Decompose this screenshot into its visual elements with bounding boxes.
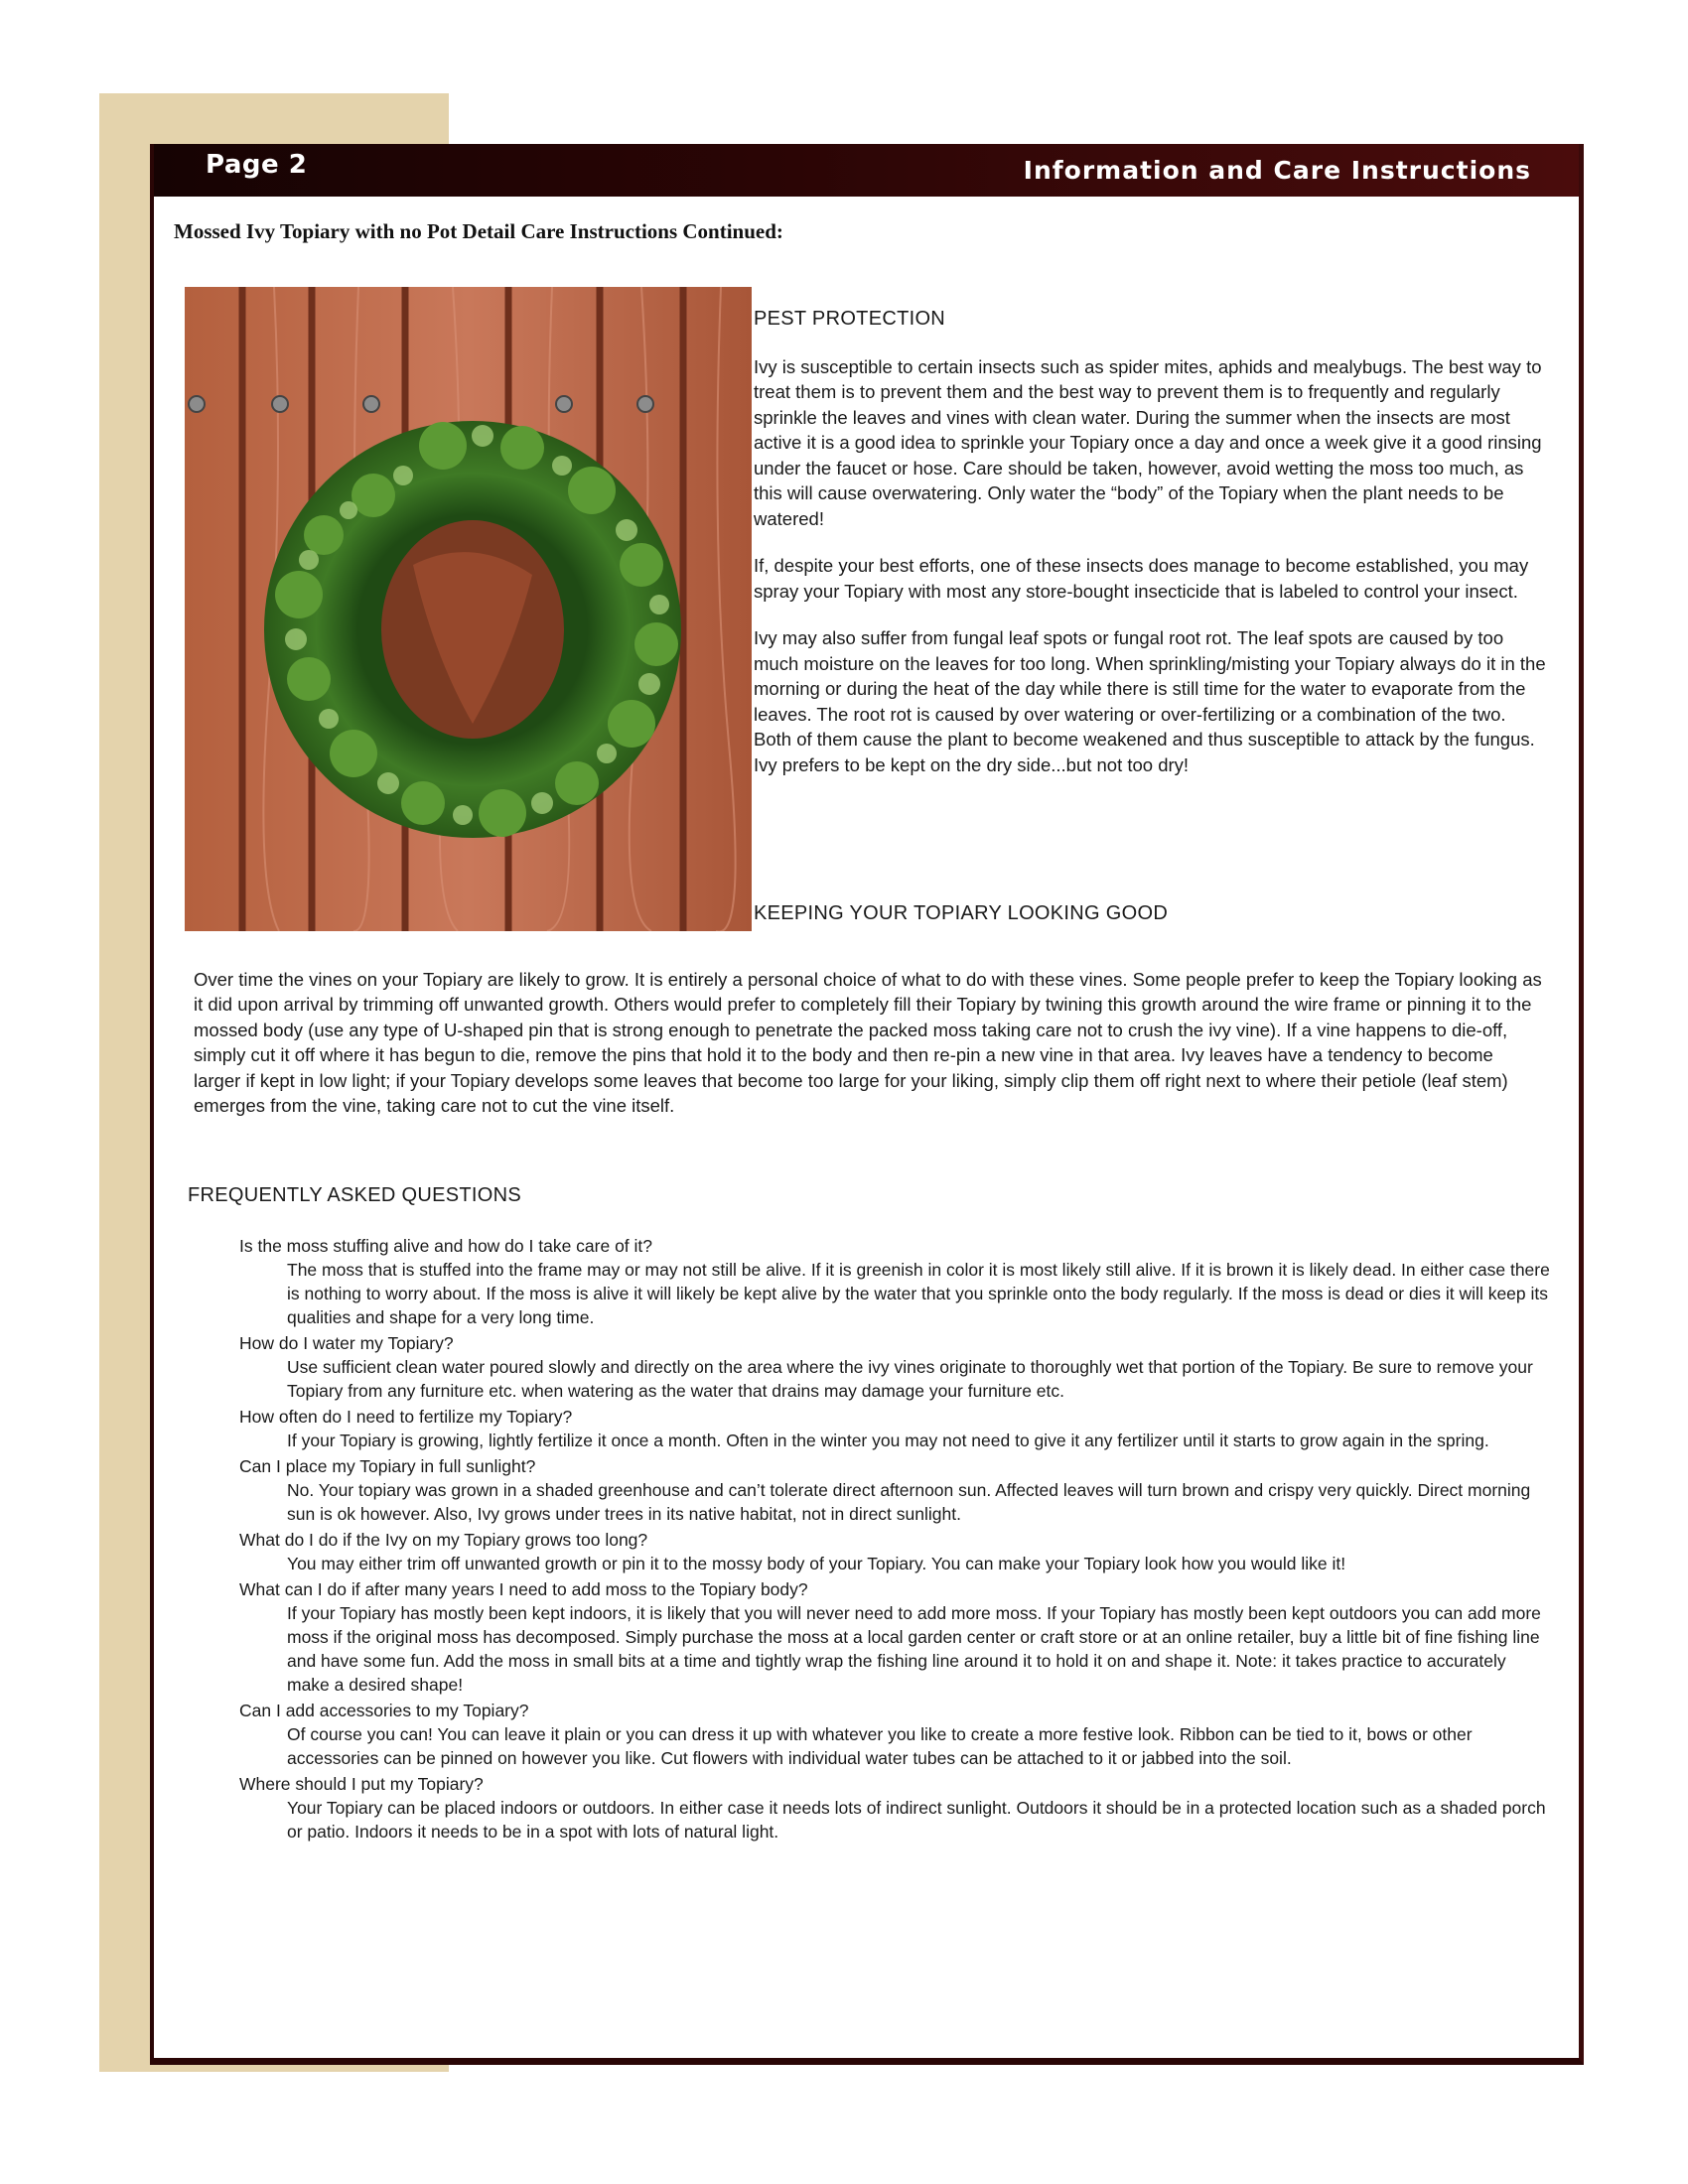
faq-question: Can I add accessories to my Topiary?	[239, 1701, 529, 1720]
wreath-image	[185, 287, 752, 931]
faq-answer: Your Topiary can be placed indoors or outdoors. In either case it needs lots of indirect sunlight. Outdoors it should be in a protected location such as a shaded porch or patio. Indoors it needs to be in a spot with lots of natural light.	[287, 1798, 1546, 1842]
faq-question: Can I place my Topiary in full sunlight?	[239, 1456, 536, 1476]
page-number: Page 2	[206, 150, 308, 180]
header-title: Information and Care Instructions	[1023, 156, 1531, 185]
faq-answer: Use sufficient clean water poured slowly and directly on the area where the ivy vines originate to thoroughly wet that portion of the Topiary. Be sure to remove your Topiary from any furniture etc. when watering as the water that drains may damage your furniture etc.	[287, 1357, 1533, 1401]
faq-heading: FREQUENTLY ASKED QUESTIONS	[188, 1184, 522, 1206]
faq-question: What can I do if after many years I need to add moss to the Topiary body?	[239, 1579, 808, 1599]
faq-question: What do I do if the Ivy on my Topiary grows too long?	[239, 1530, 648, 1550]
faq-question: How do I water my Topiary?	[239, 1333, 454, 1353]
faq-answer: Of course you can! You can leave it plain or you can dress it up with whatever you like to create a more festive look. Ribbon can be tied to it, bows or other accessories can be pinned on however you like. Cut flowers with individual water tubes can be attached to it or jabbed into the soil.	[287, 1724, 1473, 1768]
pest-protection-section	[754, 307, 1548, 799]
pest-protection-heading: PEST PROTECTION	[754, 308, 946, 330]
faq-question: Where should I put my Topiary?	[239, 1774, 484, 1794]
page-frame	[150, 144, 1584, 2065]
faq-list	[239, 1234, 1550, 1845]
faq-answer: If your Topiary is growing, lightly fertilize it once a month. Often in the winter you may not need to give it any fertilizer until it starts to grow again in the spring.	[287, 1431, 1489, 1450]
pest-paragraph-1: Ivy is susceptible to certain insects such as spider mites, aphids and mealybugs. The best way to treat them is to prevent them and the best way to prevent them is to frequently and regularly sprinkle the leaves and vines with clean water. During the summer when the insects are most active it is a good idea to sprinkle your Topiary once a day and once a week give it a good rinsing under the faucet or hose. Care should be taken, however, avoid wetting the moss too much, as this will cause overwatering. Only water the “body” of the Topiary when the plant needs to be watered!	[754, 355, 1542, 529]
faq-answer: No. Your topiary was grown in a shaded greenhouse and can’t tolerate direct afternoon sun. Affected leaves will turn brown and crispy very quickly. Direct morning sun is ok however. Also, Ivy grows under trees in its native habitat, not in direct sunlight.	[287, 1480, 1531, 1524]
faq-answer: The moss that is stuffed into the frame may or may not still be alive. If it is greenish in color it is most likely still alive. If it is brown it is likely dead. In either case there is nothing to worry about. If the moss is alive it will likely be kept alive by the water that you sprinkle onto the body regularly. If the moss is dead or dies it will keep its qualities and shape for a very long time.	[287, 1260, 1550, 1327]
keeping-good-paragraph: Over time the vines on your Topiary are likely to grow. It is entirely a personal choice of what to do with these vines. Some people prefer to keep the Topiary looking as it did upon arrival by trimming off unwanted growth. Others would prefer to completely fill their Topiary by twining this growth around the wire frame or pinning it to the mossed body (use any type of U-shaped pin that is strong enough to penetrate the packed moss taking care not to crush the ivy vine). If a vine happens to die-off, simply cut it off where it has begun to die, remove the pins that hold it to the body and then re-pin a new vine in that area. Ivy leaves have a tendency to become larger if kept in low light; if your Topiary develops some leaves that become too large for your liking, simply clip them off right next to where their petiole (leaf stem) emerges from the vine, taking care not to cut the vine itself.	[194, 968, 1542, 1116]
faq-question: How often do I need to fertilize my Topiary?	[239, 1407, 573, 1427]
faq-answer: If your Topiary has mostly been kept indoors, it is likely that you will never need to add more moss. If your Topiary has mostly been kept outdoors you can add more moss if the original moss has decomposed. Simply purchase the moss at a local garden center or craft store or at an online retailer, buy a little bit of fine fishing line and have some fun. Add the moss in small bits at a time and tightly wrap the fishing line around it to hold it on and shape it. Note: it takes practice to accurately make a desired shape!	[287, 1603, 1541, 1695]
pest-paragraph-3: Ivy may also suffer from fungal leaf spots or fungal root rot. The leaf spots are caused by too much moisture on the leaves for too long. When sprinkling/misting your Topiary always do it in the morning or during the heat of the day while there is still time for the water to evaporate from the leaves. The root rot is caused by over watering or over-fertilizing or a combination of the two. Both of them cause the plant to become weakened and thus susceptible to attack by the fungus. Ivy prefers to be kept on the dry side...but not too dry!	[754, 627, 1546, 775]
keeping-good-heading: KEEPING YOUR TOPIARY LOOKING GOOD	[754, 902, 1169, 924]
faq-answer: You may either trim off unwanted growth or pin it to the mossy body of your Topiary. You can make your Topiary look how you would like it!	[287, 1554, 1346, 1573]
header-bar	[154, 144, 1579, 197]
faq-question: Is the moss stuffing alive and how do I take care of it?	[239, 1236, 653, 1256]
ivy-wreath-photo	[185, 287, 752, 931]
pest-paragraph-2: If, despite your best efforts, one of these insects does manage to become established, you may spray your Topiary with most any store-bought insecticide that is labeled to control your insect.	[754, 555, 1529, 602]
document-title: Mossed Ivy Topiary with no Pot Detail Care Instructions Continued:	[174, 219, 783, 243]
